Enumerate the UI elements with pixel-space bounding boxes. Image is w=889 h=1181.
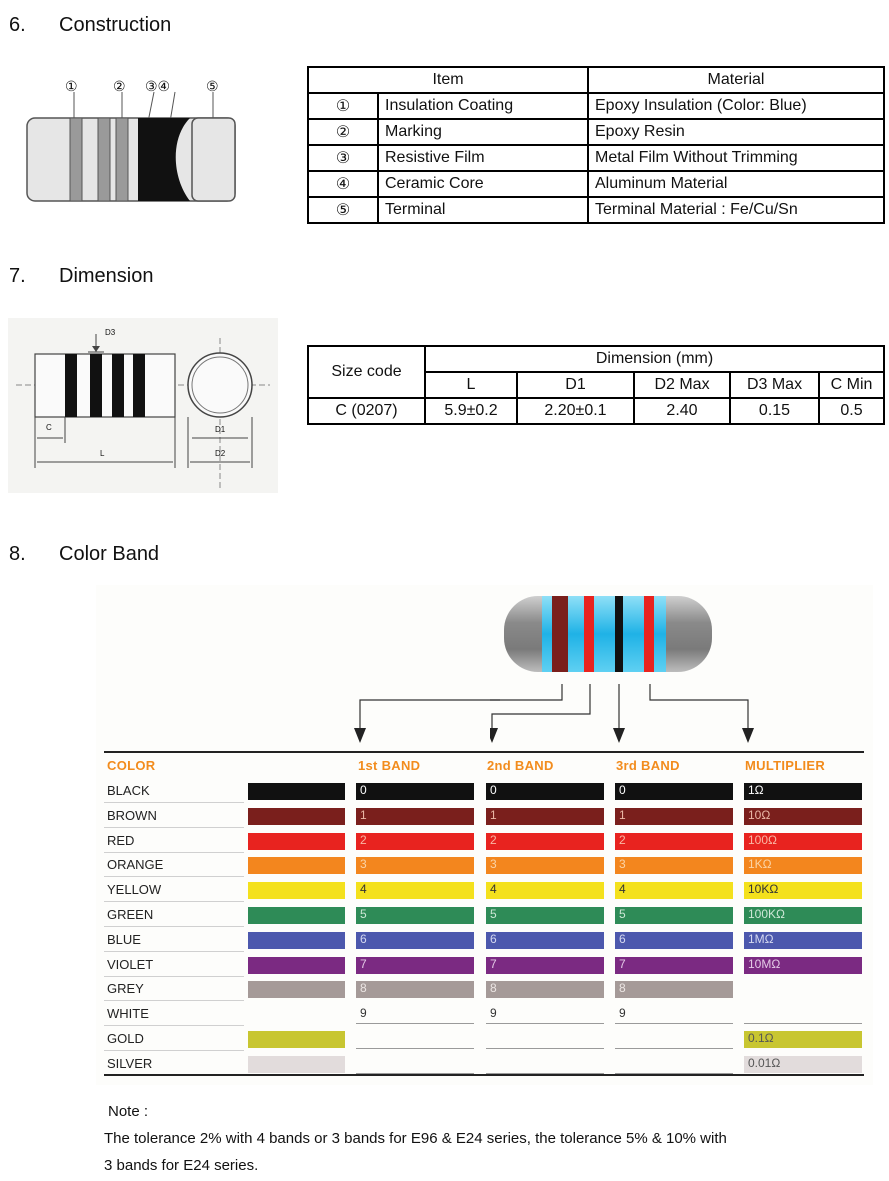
multiplier-value: 1Ω [748, 783, 764, 797]
label-d2: D2 [215, 449, 226, 458]
d1-value: 2.20±0.1 [517, 398, 634, 424]
color-name: WHITE [107, 1006, 149, 1022]
empty-cell-rule [356, 1048, 474, 1049]
resistor-cutaway-drawing [20, 78, 250, 208]
color-swatch [248, 932, 345, 949]
section-number: 8. [9, 543, 26, 565]
row-item: Marking [378, 119, 588, 145]
multiplier-value: 10Ω [748, 807, 771, 822]
multiplier-value: 0.1Ω [748, 1031, 774, 1045]
table-row [308, 93, 884, 119]
digit-value: 6 [490, 931, 497, 946]
cell-rule [486, 1023, 604, 1024]
color-cell [615, 932, 733, 949]
color-cell [615, 981, 733, 998]
color-swatch [248, 981, 345, 998]
color-cell [486, 981, 604, 998]
digit-value: 7 [490, 956, 497, 971]
marker-1: ① [65, 78, 78, 94]
digit-value: 0 [619, 783, 626, 797]
color-cell [486, 957, 604, 974]
digit-value: 7 [360, 956, 367, 971]
color-cell [356, 783, 474, 800]
header-color: COLOR [107, 758, 156, 773]
row-number: ⑤ [308, 197, 378, 223]
construction-diagram [20, 78, 250, 208]
header-1st-band: 1st BAND [358, 758, 421, 773]
row-material: Metal Film Without Trimming [588, 145, 884, 171]
digit-value: 1 [360, 807, 367, 822]
section-title: Dimension [59, 265, 154, 287]
color-name: BROWN [107, 807, 157, 823]
section-number: 7. [9, 265, 26, 287]
row-number: ④ [308, 171, 378, 197]
table-header-row [308, 67, 884, 93]
color-name: RED [107, 832, 135, 848]
color-band-table [104, 748, 864, 1078]
l-value: 5.9±0.2 [425, 398, 517, 424]
color-swatch [248, 1056, 345, 1073]
empty-cell-rule [615, 1048, 733, 1049]
color-swatch [248, 907, 345, 924]
color-name: GREY [107, 981, 144, 997]
digit-value: 3 [490, 857, 497, 872]
table-row [104, 1027, 864, 1052]
d3-value: 0.15 [730, 398, 819, 424]
section-number: 6. [9, 14, 26, 36]
table-row [308, 398, 884, 424]
col-l: L [425, 372, 517, 398]
color-swatch [248, 857, 345, 874]
row-material: Aluminum Material [588, 171, 884, 197]
table-row [104, 977, 864, 1002]
label-l: L [100, 449, 105, 458]
top-rule [104, 751, 864, 753]
d2-value: 2.40 [634, 398, 730, 424]
marker-5: ⑤ [206, 78, 219, 94]
col-d3-max: D3 Max [730, 372, 819, 398]
color-swatch [248, 957, 345, 974]
digit-value: 4 [360, 882, 367, 897]
color-swatch [248, 833, 345, 850]
color-cell [356, 882, 474, 899]
note-label: Note : [108, 1103, 149, 1120]
color-cell [356, 808, 474, 825]
multiplier-value: 10MΩ [748, 956, 781, 971]
label-c: C [46, 423, 52, 432]
multiplier-value: 1MΩ [748, 931, 774, 946]
table-row [104, 953, 864, 978]
color-cell [356, 833, 474, 850]
multiplier-value: 100KΩ [748, 907, 785, 921]
color-cell [486, 833, 604, 850]
label-d1: D1 [215, 425, 226, 434]
section-title: Construction [59, 14, 172, 36]
color-cell [486, 783, 604, 800]
digit-value: 3 [360, 857, 367, 872]
digit-value: 9 [619, 1006, 626, 1021]
table-row [104, 878, 864, 903]
table-row [308, 171, 884, 197]
color-cell [356, 932, 474, 949]
label-d3: D3 [105, 328, 116, 337]
color-name: SILVER [107, 1055, 153, 1071]
col-c-min: C Min [819, 372, 884, 398]
digit-value: 4 [619, 882, 626, 897]
digit-value: 5 [490, 907, 497, 921]
table-row [104, 804, 864, 829]
note-line-2: 3 bands for E24 series. [104, 1157, 259, 1174]
digit-value: 8 [360, 981, 367, 996]
cell-rule [615, 1023, 733, 1024]
color-cell [486, 808, 604, 825]
col-d1: D1 [517, 372, 634, 398]
multiplier-value: 100Ω [748, 832, 777, 847]
cell-rule [356, 1023, 474, 1024]
table-row [308, 119, 884, 145]
color-cell [356, 857, 474, 874]
row-material: Epoxy Insulation (Color: Blue) [588, 93, 884, 119]
color-cell [615, 833, 733, 850]
color-cell [615, 808, 733, 825]
row-material: Epoxy Resin [588, 119, 884, 145]
header-2nd-band: 2nd BAND [487, 758, 554, 773]
dimension-table [307, 345, 885, 425]
digit-value: 5 [360, 907, 367, 921]
row-item: Terminal [378, 197, 588, 223]
row-number: ① [308, 93, 378, 119]
row-item: Resistive Film [378, 145, 588, 171]
header-3rd-band: 3rd BAND [616, 758, 680, 773]
empty-cell-rule [744, 1023, 862, 1024]
color-cell [356, 907, 474, 924]
color-cell [615, 783, 733, 800]
digit-value: 2 [619, 832, 626, 847]
header-size-code: Size code [308, 346, 425, 398]
color-name: VIOLET [107, 956, 154, 972]
col-d2-max: D2 Max [634, 372, 730, 398]
color-cell [486, 882, 604, 899]
table-row [104, 779, 864, 804]
table-row [308, 145, 884, 171]
color-name: ORANGE [107, 857, 164, 873]
dimension-diagram [8, 318, 278, 493]
table-row [104, 829, 864, 854]
color-cell [486, 932, 604, 949]
color-name: YELLOW [107, 882, 162, 898]
digit-value: 2 [360, 832, 367, 847]
digit-value: 9 [490, 1006, 497, 1021]
digit-value: 6 [619, 931, 626, 946]
marker-2: ② [113, 78, 126, 94]
empty-cell-rule [486, 1048, 604, 1049]
multiplier-value: 10KΩ [748, 882, 779, 897]
multiplier-value: 0.01Ω [748, 1055, 781, 1070]
row-number: ② [308, 119, 378, 145]
digit-value: 0 [490, 783, 497, 797]
color-cell [356, 981, 474, 998]
note-line-1: The tolerance 2% with 4 bands or 3 bands for E96 & E24 series, the tolerance 5% & 10% with [104, 1130, 727, 1147]
row-item: Insulation Coating [378, 93, 588, 119]
digit-value: 1 [490, 807, 497, 822]
header-dimension: Dimension (mm) [425, 346, 884, 372]
row-number: ③ [308, 145, 378, 171]
digit-value: 6 [360, 931, 367, 946]
bottom-rule [104, 1074, 864, 1076]
color-name: GOLD [107, 1031, 144, 1046]
color-swatch [248, 783, 345, 800]
color-cell [615, 957, 733, 974]
table-row [104, 928, 864, 953]
color-swatch [248, 808, 345, 825]
color-cell [486, 857, 604, 874]
resistor-color-illustration [490, 588, 870, 758]
color-cell [615, 882, 733, 899]
construction-table [307, 66, 885, 224]
section-title: Color Band [59, 543, 160, 565]
table-row [104, 903, 864, 928]
digit-value: 8 [619, 981, 626, 996]
color-cell [615, 907, 733, 924]
table-header-row [308, 346, 884, 372]
header-multiplier: MULTIPLIER [745, 758, 826, 773]
color-cell [486, 907, 604, 924]
color-swatch [248, 882, 345, 899]
digit-value: 3 [619, 857, 626, 872]
table-row [308, 197, 884, 223]
digit-value: 7 [619, 956, 626, 971]
color-name: GREEN [107, 907, 154, 922]
size-value: C (0207) [308, 398, 425, 424]
color-cell [615, 857, 733, 874]
table-row [104, 853, 864, 878]
row-item: Ceramic Core [378, 171, 588, 197]
marker-3-4: ③④ [145, 78, 171, 94]
digit-value: 2 [490, 832, 497, 847]
color-name: BLUE [107, 931, 141, 947]
digit-value: 1 [619, 807, 626, 822]
color-name: BLACK [107, 783, 150, 798]
digit-value: 0 [360, 783, 367, 797]
header-item: Item [308, 67, 588, 93]
color-cell [356, 957, 474, 974]
header-material: Material [588, 67, 884, 93]
digit-value: 8 [490, 981, 497, 996]
digit-value: 4 [490, 882, 497, 897]
digit-value: 9 [360, 1006, 367, 1021]
color-swatch [248, 1031, 345, 1048]
dimension-drawing [8, 318, 278, 493]
row-material: Terminal Material : Fe/Cu/Sn [588, 197, 884, 223]
c-value: 0.5 [819, 398, 884, 424]
digit-value: 5 [619, 907, 626, 921]
multiplier-value: 1KΩ [748, 857, 772, 872]
table-row [104, 1052, 864, 1077]
band-arrows-left [340, 678, 500, 758]
table-row [104, 1002, 864, 1027]
